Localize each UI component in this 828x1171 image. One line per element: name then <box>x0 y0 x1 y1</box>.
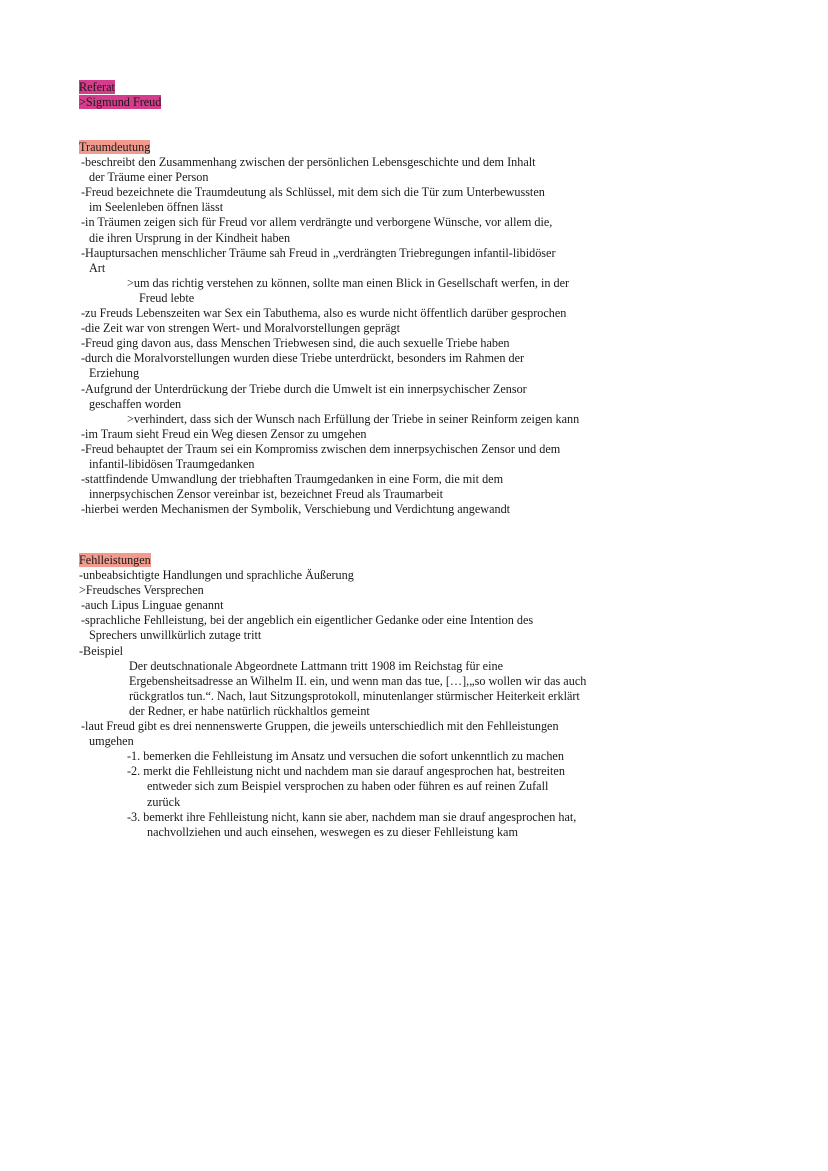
document-header <box>79 80 161 110</box>
text-line: -sprachliche Fehlleistung, bei der angeblich ein eigentlicher Gedanke oder eine Intention des <box>81 613 534 628</box>
group-item-continuation: entweder sich zum Beispiel versprochen zu haben oder führen es auf reinen Zufall <box>147 779 549 794</box>
document-subtitle: >Sigmund Freud <box>79 95 162 110</box>
text-line: umgehen <box>89 734 134 749</box>
text-line: -durch die Moralvorstellungen wurden diese Triebe unterdrückt, besonders im Rahmen der <box>81 351 525 366</box>
text-line: >um das richtig verstehen zu können, sollte man einen Blick in Gesellschaft werfen, in der <box>127 275 570 290</box>
section-heading: Fehlleistungen <box>79 553 151 567</box>
text-line: -die Zeit war von strengen Wert- und Moralvorstellungen geprägt <box>81 321 400 336</box>
text-line: -Freud ging davon aus, dass Menschen Triebwesen sind, die auch sexuelle Triebe haben <box>81 336 510 351</box>
text-line: -beschreibt den Zusammenhang zwischen der persönlichen Lebensgeschichte und dem Inhalt <box>81 155 536 170</box>
group-item-continuation: zurück <box>147 794 181 809</box>
text-line: -laut Freud gibt es drei nennenswerte Gruppen, die jeweils unterschiedlich mit den Fehlleistungen <box>81 719 559 734</box>
text-line: -zu Freuds Lebenszeiten war Sex ein Tabuthema, also es wurde nicht öffentlich darüber gesprochen <box>81 306 567 321</box>
section-traumdeutung <box>79 140 579 517</box>
text-line: -auch Lipus Linguae genannt <box>81 598 224 613</box>
text-line: der Träume einer Person <box>89 170 209 185</box>
text-line: -Beispiel <box>79 643 124 658</box>
text-line: -Freud bezeichnete die Traumdeutung als Schlüssel, mit dem sich die Tür zum Unterbewussten <box>81 185 545 200</box>
text-line: Sprechers unwillkürlich zutage tritt <box>89 628 262 643</box>
text-line: Erziehung <box>89 366 140 381</box>
text-line: >Freudsches Versprechen <box>79 583 204 598</box>
group-item: -1. bemerken die Fehlleistung im Ansatz und versuchen die sofort unkenntlich zu machen <box>127 749 564 764</box>
text-line: infantil-libidösen Traumgedanken <box>89 456 255 471</box>
text-line: die ihren Ursprung in der Kindheit haben <box>89 230 291 245</box>
text-line: Freud lebte <box>139 290 195 305</box>
text-line: -Aufgrund der Unterdrückung der Triebe durch die Umwelt ist ein innerpsychischer Zensor <box>81 381 527 396</box>
text-line: -unbeabsichtigte Handlungen und sprachliche Äußerung <box>79 568 354 583</box>
text-line: innerpsychischen Zensor vereinbar ist, bezeichnet Freud als Traumarbeit <box>89 487 444 502</box>
example-quote-line: der Redner, er habe natürlich rückhaltlos gemeint <box>129 703 370 718</box>
text-line: -stattfindende Umwandlung der triebhaften Traumgedanken in eine Form, die mit dem <box>81 472 504 487</box>
text-line: >verhindert, dass sich der Wunsch nach Erfüllung der Triebe in seiner Reinform zeigen kann <box>127 411 580 426</box>
document-title: Referat <box>79 80 115 94</box>
text-line: geschaffen worden <box>89 396 182 411</box>
text-line: Art <box>89 260 106 275</box>
text-line: -Hauptursachen menschlicher Träume sah Freud in „verdrängten Triebregungen infantil-libidöser <box>81 245 556 260</box>
text-line: -in Träumen zeigen sich für Freud vor allem verdrängte und verborgene Wünsche, vor allem die, <box>81 215 553 230</box>
group-item: -3. bemerkt ihre Fehlleistung nicht, kann sie aber, nachdem man sie drauf angesprochen hat, <box>127 809 577 824</box>
text-line: -Freud behauptet der Traum sei ein Kompromiss zwischen dem innerpsychischen Zensor und dem <box>81 441 561 456</box>
example-quote-line: Ergebensheitsadresse an Wilhelm II. ein, und wenn man das tue, […],„so wollen wir das auch <box>129 673 587 688</box>
example-quote-line: rückgratlos tun.“. Nach, laut Sitzungsprotokoll, minutenlanger stürmischer Heiterkeit erklärt <box>129 688 580 703</box>
group-item: -2. merkt die Fehlleistung nicht und nachdem man sie darauf angesprochen hat, bestreiten <box>127 764 565 779</box>
text-line: -im Traum sieht Freud ein Weg diesen Zensor zu umgehen <box>81 426 367 441</box>
section-fehlleistungen <box>79 553 586 840</box>
example-quote-line: Der deutschnationale Abgeordnete Lattmann tritt 1908 im Reichstag für eine <box>129 658 503 673</box>
section-heading: Traumdeutung <box>79 140 151 154</box>
text-line: -hierbei werden Mechanismen der Symbolik, Verschiebung und Verdichtung angewandt <box>81 502 511 517</box>
text-line: im Seelenleben öffnen lässt <box>89 200 224 215</box>
group-item-continuation: nachvollziehen und auch einsehen, weswegen es zu dieser Fehlleistung kam <box>147 824 518 839</box>
